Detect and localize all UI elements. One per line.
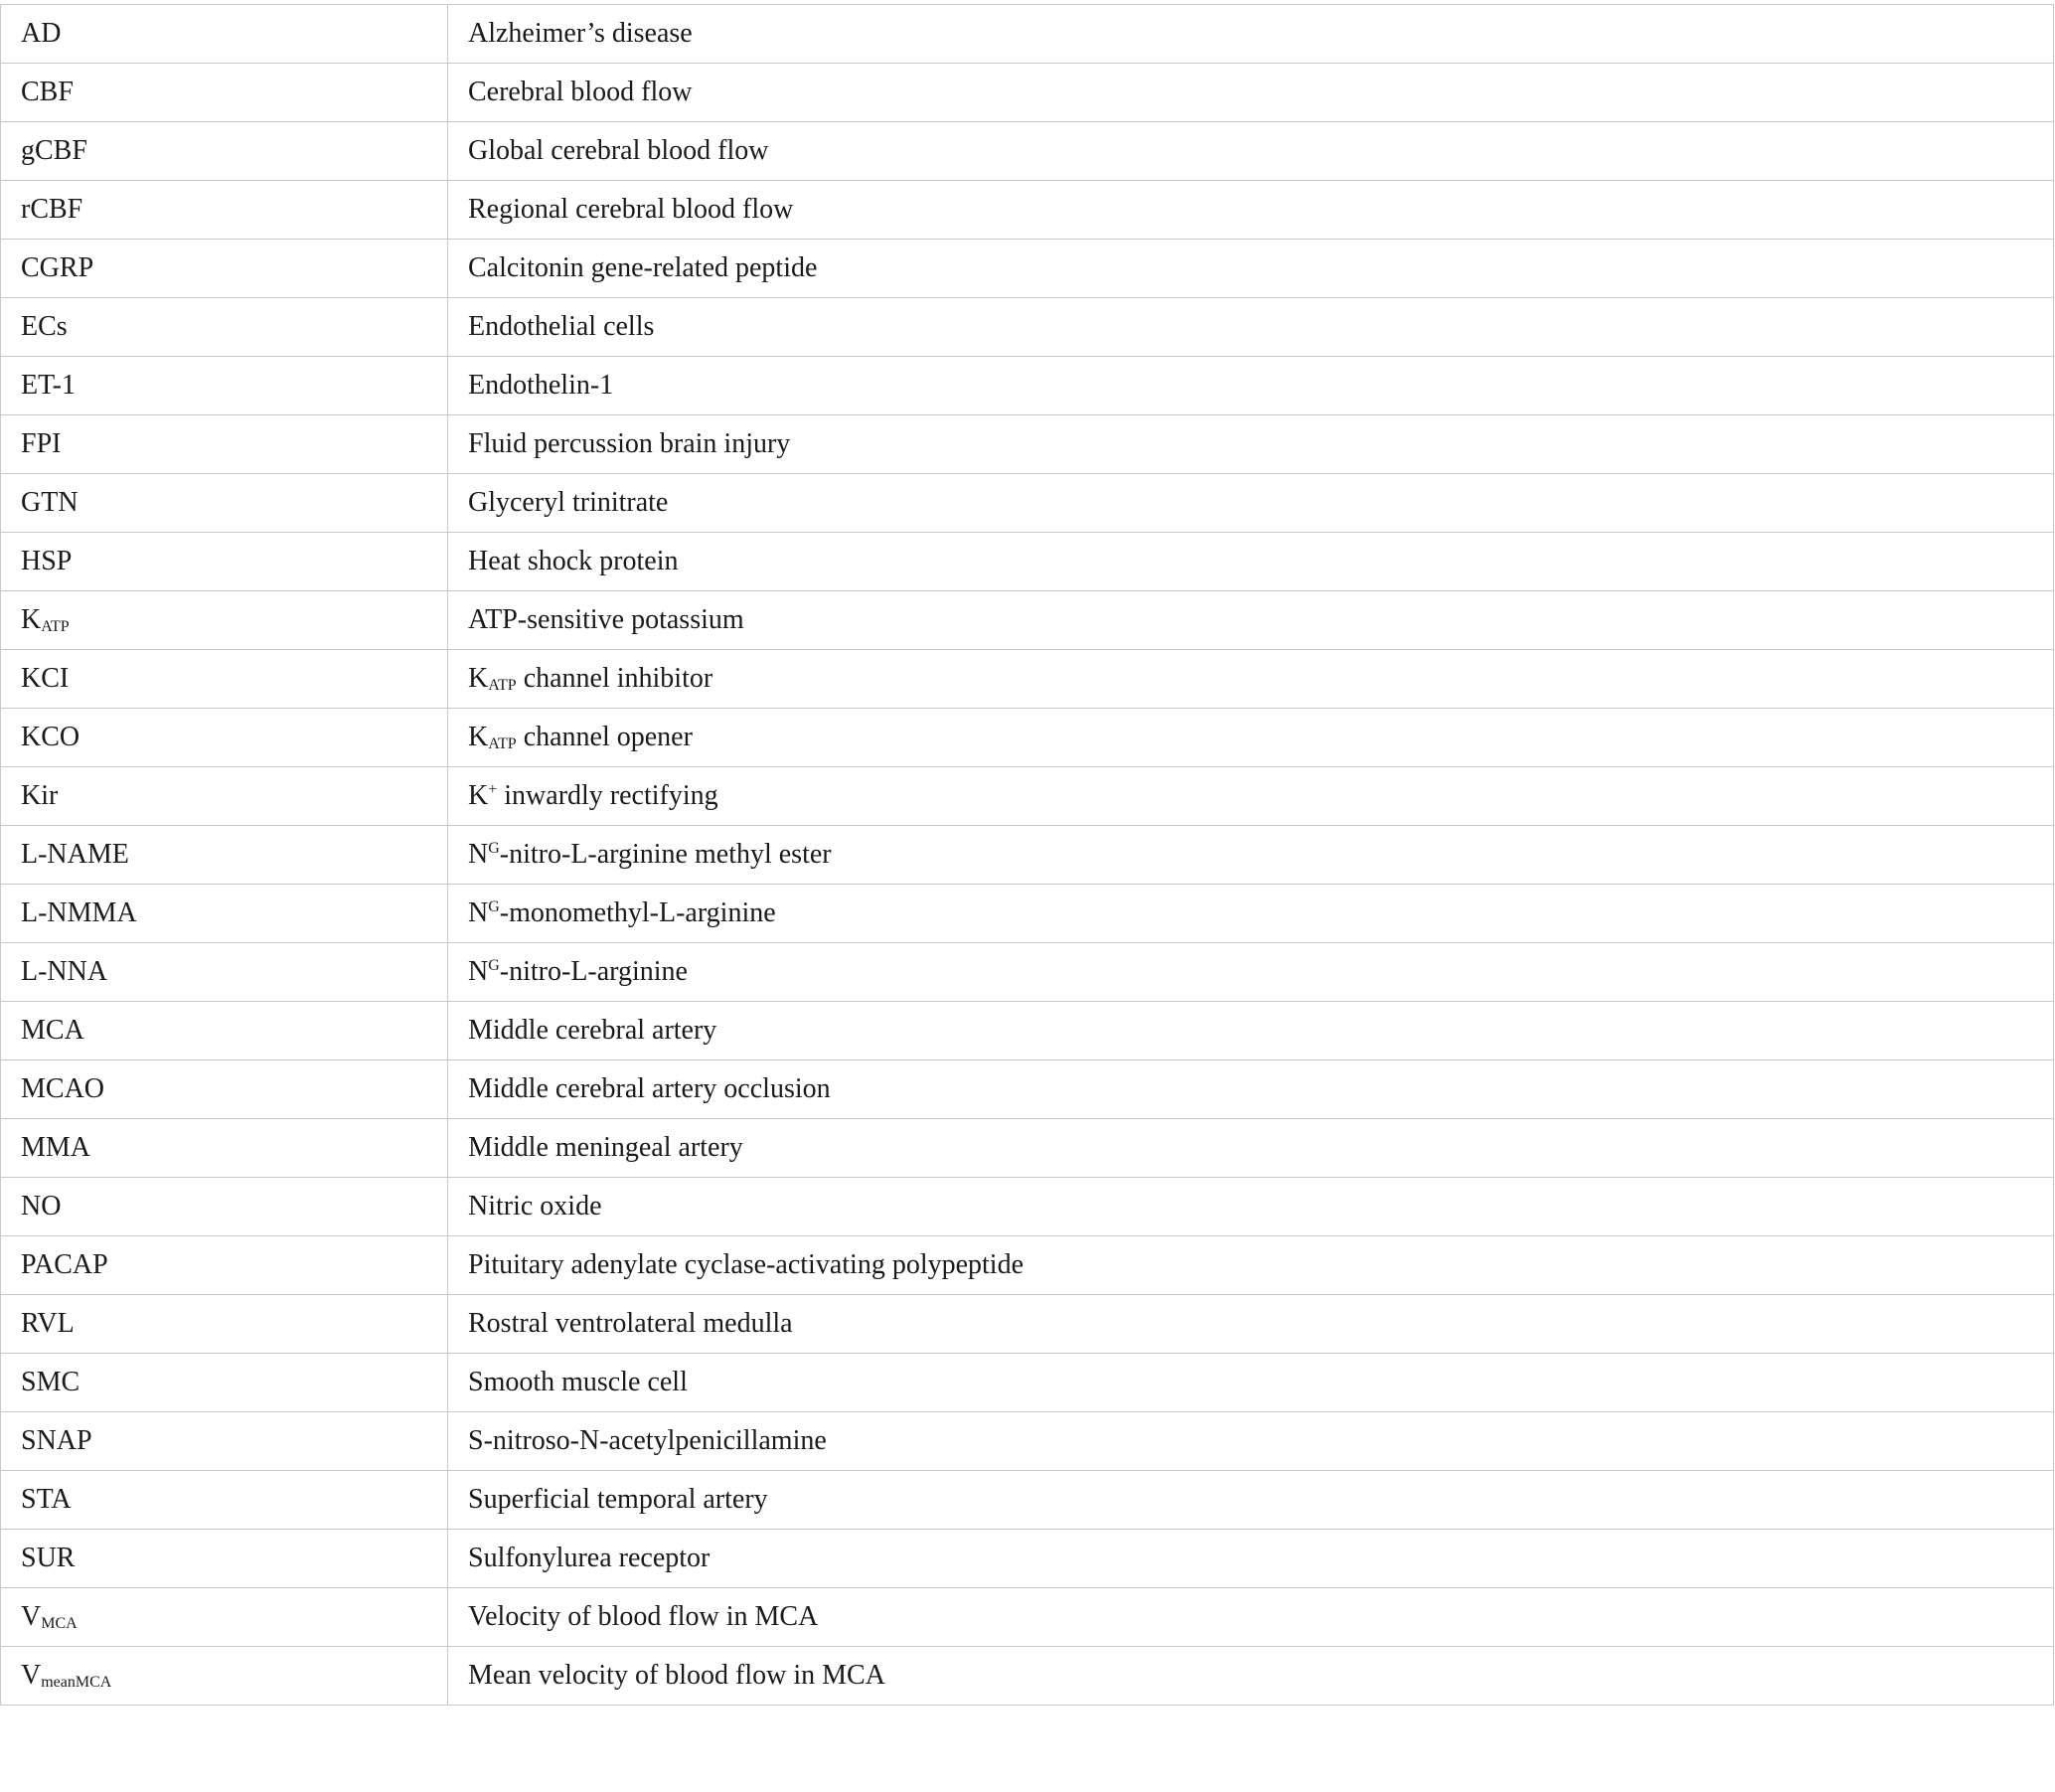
definition-cell xyxy=(448,5,2054,64)
abbreviation-cell xyxy=(1,650,448,709)
abbreviation-cell xyxy=(1,181,448,240)
abbreviation-cell xyxy=(1,709,448,767)
definition-symbol: K xyxy=(468,721,489,752)
table-row xyxy=(1,1471,2054,1530)
definition-text: Endothelin-1 xyxy=(468,370,614,401)
table-row xyxy=(1,1236,2054,1295)
table-row xyxy=(1,943,2054,1002)
abbreviation-cell xyxy=(1,64,448,122)
definition-text: Mean velocity of blood flow in MCA xyxy=(468,1660,885,1691)
abbreviation-cell xyxy=(1,1471,448,1530)
abbreviation-cell xyxy=(1,122,448,181)
definition-cell xyxy=(448,64,2054,122)
definition-text: Velocity of blood flow in MCA xyxy=(468,1601,819,1632)
definition-cell xyxy=(448,1236,2054,1295)
abbreviation-cell xyxy=(1,1060,448,1119)
abbreviation-text: gCBF xyxy=(21,135,87,166)
definition-text: channel opener xyxy=(516,721,693,752)
table-row xyxy=(1,1647,2054,1706)
definition-cell xyxy=(448,1647,2054,1706)
definition-symbol: K xyxy=(468,662,489,694)
definition-cell xyxy=(448,709,2054,767)
abbreviation-text: SNAP xyxy=(21,1425,92,1456)
abbreviation-cell xyxy=(1,533,448,591)
definition-superscript: G xyxy=(488,957,500,974)
abbreviation-cell xyxy=(1,240,448,298)
abbreviation-cell xyxy=(1,1236,448,1295)
table-row xyxy=(1,181,2054,240)
abbreviation-cell xyxy=(1,1647,448,1706)
table-row xyxy=(1,1412,2054,1471)
definition-cell xyxy=(448,474,2054,533)
abbreviation-text: L-NNA xyxy=(21,956,108,987)
abbreviation-subscript: meanMCA xyxy=(41,1673,112,1691)
definition-text: Smooth muscle cell xyxy=(468,1367,688,1397)
abbreviation-text: rCBF xyxy=(21,194,83,225)
abbreviation-cell xyxy=(1,1354,448,1412)
abbreviation-text: FPI xyxy=(21,428,62,459)
definition-cell xyxy=(448,591,2054,650)
definition-cell xyxy=(448,826,2054,885)
definition-symbol: N xyxy=(468,897,489,928)
abbreviation-cell xyxy=(1,885,448,943)
definition-cell xyxy=(448,122,2054,181)
abbreviation-cell xyxy=(1,474,448,533)
table-row xyxy=(1,533,2054,591)
table-row xyxy=(1,64,2054,122)
definition-cell xyxy=(448,1588,2054,1647)
definition-text: Glyceryl trinitrate xyxy=(468,487,669,518)
abbreviation-text: RVL xyxy=(21,1308,75,1339)
table-row xyxy=(1,1588,2054,1647)
table-row xyxy=(1,591,2054,650)
table-row xyxy=(1,1178,2054,1236)
definition-symbol: K xyxy=(468,780,489,811)
abbreviation-text: KCO xyxy=(21,722,80,752)
definition-text: Pituitary adenylate cyclase-activating polypeptide xyxy=(468,1249,1025,1280)
table-row xyxy=(1,298,2054,357)
definition-superscript: G xyxy=(488,840,500,857)
definition-cell xyxy=(448,1530,2054,1588)
definition-symbol: N xyxy=(468,956,489,987)
abbreviation-cell xyxy=(1,1588,448,1647)
abbreviation-text: V xyxy=(21,1600,42,1632)
abbreviation-text: MCAO xyxy=(21,1073,105,1104)
abbreviation-text: Kir xyxy=(21,780,59,811)
table-row xyxy=(1,1295,2054,1354)
table-row xyxy=(1,357,2054,415)
table-row xyxy=(1,240,2054,298)
abbreviation-cell xyxy=(1,1119,448,1178)
definition-text: Middle meningeal artery xyxy=(468,1132,743,1163)
abbreviation-cell xyxy=(1,826,448,885)
definition-subscript: ATP xyxy=(488,734,517,752)
definition-text: -monomethyl-L-arginine xyxy=(499,897,776,928)
abbreviation-cell xyxy=(1,1295,448,1354)
abbreviation-text: SUR xyxy=(21,1543,76,1573)
definition-cell xyxy=(448,357,2054,415)
definition-cell xyxy=(448,1412,2054,1471)
abbreviations-table-body xyxy=(1,5,2054,1706)
definition-text: Fluid percussion brain injury xyxy=(468,428,791,459)
abbreviation-cell xyxy=(1,298,448,357)
abbreviation-text: STA xyxy=(21,1484,72,1515)
abbreviation-text: V xyxy=(21,1659,42,1691)
table-row xyxy=(1,1002,2054,1060)
definition-symbol: N xyxy=(468,839,489,870)
table-row xyxy=(1,415,2054,474)
definition-cell xyxy=(448,1002,2054,1060)
definition-cell xyxy=(448,181,2054,240)
abbreviation-text: ET-1 xyxy=(21,370,76,401)
abbreviation-text: ECs xyxy=(21,311,68,342)
table-row xyxy=(1,1354,2054,1412)
definition-text: Sulfonylurea receptor xyxy=(468,1543,711,1573)
abbreviation-text: K xyxy=(21,603,42,635)
definition-text: Rostral ventrolateral medulla xyxy=(468,1308,793,1339)
abbreviation-text: L-NAME xyxy=(21,839,129,870)
definition-text: inwardly rectifying xyxy=(497,780,718,811)
definition-text: ATP-sensitive potassium xyxy=(468,604,744,635)
definition-cell xyxy=(448,1060,2054,1119)
abbreviation-text: KCI xyxy=(21,663,70,694)
abbreviation-text: SMC xyxy=(21,1367,80,1397)
abbreviation-text: CGRP xyxy=(21,252,94,283)
definition-cell xyxy=(448,650,2054,709)
definition-text: -nitro-L-arginine xyxy=(499,956,688,987)
definition-cell xyxy=(448,943,2054,1002)
table-row xyxy=(1,767,2054,826)
definition-superscript: + xyxy=(488,781,498,798)
definition-text: Regional cerebral blood flow xyxy=(468,194,794,225)
table-row xyxy=(1,826,2054,885)
abbreviations-table xyxy=(0,4,2054,1706)
definition-superscript: G xyxy=(488,898,500,915)
abbreviation-text: MCA xyxy=(21,1015,84,1046)
abbreviation-cell xyxy=(1,1178,448,1236)
definition-subscript: ATP xyxy=(488,676,517,694)
definition-text: Middle cerebral artery xyxy=(468,1015,717,1046)
definition-text: channel inhibitor xyxy=(516,662,713,694)
definition-text: Endothelial cells xyxy=(468,311,655,342)
table-row xyxy=(1,474,2054,533)
definition-text: -nitro-L-arginine methyl ester xyxy=(499,839,832,870)
definition-cell xyxy=(448,885,2054,943)
table-row xyxy=(1,885,2054,943)
abbreviation-cell xyxy=(1,1002,448,1060)
abbreviation-text: MMA xyxy=(21,1132,91,1163)
table-row xyxy=(1,1119,2054,1178)
definition-cell xyxy=(448,298,2054,357)
abbreviation-text: PACAP xyxy=(21,1249,108,1280)
abbreviation-subscript: MCA xyxy=(41,1614,78,1632)
abbreviation-text: L-NMMA xyxy=(21,897,137,928)
abbreviation-cell xyxy=(1,5,448,64)
definition-cell xyxy=(448,1471,2054,1530)
definition-text: Calcitonin gene-related peptide xyxy=(468,252,818,283)
abbreviation-text: HSP xyxy=(21,546,73,576)
abbreviation-text: AD xyxy=(21,18,62,49)
abbreviation-text: GTN xyxy=(21,487,79,518)
table-row xyxy=(1,122,2054,181)
definition-cell xyxy=(448,240,2054,298)
table-row xyxy=(1,650,2054,709)
definition-cell xyxy=(448,1119,2054,1178)
definition-text: Nitric oxide xyxy=(468,1191,602,1222)
definition-text: Middle cerebral artery occlusion xyxy=(468,1073,831,1104)
abbreviation-cell xyxy=(1,415,448,474)
definition-text: Heat shock protein xyxy=(468,546,679,576)
abbreviation-cell xyxy=(1,357,448,415)
definition-cell xyxy=(448,415,2054,474)
definition-cell xyxy=(448,533,2054,591)
abbreviation-cell xyxy=(1,767,448,826)
definition-text: Superficial temporal artery xyxy=(468,1484,768,1515)
definition-cell xyxy=(448,1178,2054,1236)
definition-text: Cerebral blood flow xyxy=(468,77,693,107)
table-row xyxy=(1,1060,2054,1119)
abbreviation-text: CBF xyxy=(21,77,74,107)
table-row xyxy=(1,709,2054,767)
definition-text: Alzheimer’s disease xyxy=(468,18,693,49)
abbreviation-text: NO xyxy=(21,1191,62,1222)
definition-cell xyxy=(448,1354,2054,1412)
definition-cell xyxy=(448,1295,2054,1354)
definition-text: S-nitroso-N-acetylpenicillamine xyxy=(468,1425,827,1456)
table-row xyxy=(1,1530,2054,1588)
abbreviation-cell xyxy=(1,1530,448,1588)
abbreviation-subscript: ATP xyxy=(41,617,70,635)
abbreviation-cell xyxy=(1,591,448,650)
definition-cell xyxy=(448,767,2054,826)
abbreviation-cell xyxy=(1,943,448,1002)
table-row xyxy=(1,5,2054,64)
abbreviation-cell xyxy=(1,1412,448,1471)
definition-text: Global cerebral blood flow xyxy=(468,135,769,166)
